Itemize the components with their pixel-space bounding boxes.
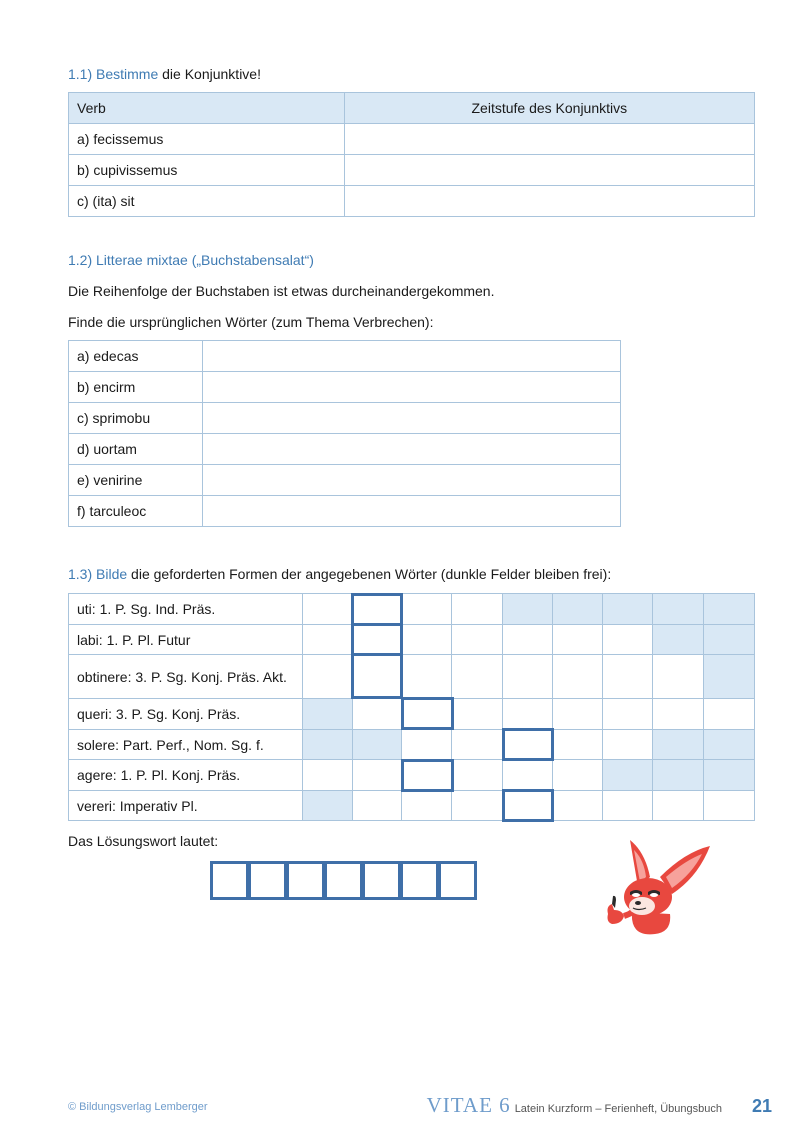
solution-label: Das Lösungswort lautet: [68, 833, 219, 849]
grid-cell[interactable] [553, 760, 603, 791]
grid-cell[interactable] [352, 760, 402, 791]
solution-cell-highlight[interactable] [351, 593, 403, 626]
grid-cell[interactable] [553, 791, 603, 821]
section-1-1-heading: 1.1) Bestimme die Konjunktive! [68, 66, 261, 82]
grid-cell[interactable] [402, 791, 452, 821]
konjunktiv-table [68, 92, 755, 217]
section-1-2-heading: 1.2) Litterae mixtae („Buchstabensalat“) [68, 252, 314, 268]
instruction-line-1: Die Reihenfolge der Buchstaben ist etwas durcheinandergekommen. [68, 283, 495, 299]
solution-cell-highlight[interactable] [502, 789, 554, 822]
grid-cell[interactable] [704, 699, 755, 730]
grid-cell[interactable] [302, 594, 352, 625]
grid-cell-blocked [352, 730, 402, 760]
book-subtitle: Latein Kurzform – Ferienheft, Übungsbuch [514, 1103, 722, 1115]
grid-cell-blocked [553, 594, 603, 625]
table-row-label: c) (ita) sit [69, 186, 345, 217]
grid-cell[interactable] [452, 791, 503, 821]
grid-cell[interactable] [653, 655, 704, 699]
grid-cell[interactable] [402, 655, 452, 699]
solution-cell-highlight[interactable] [502, 728, 554, 761]
solution-letter-box[interactable] [210, 861, 249, 900]
grid-cell[interactable] [603, 699, 653, 730]
grid-cell[interactable] [603, 791, 653, 821]
column-header-zeitstufe: Zeitstufe des Konjunktivs [344, 93, 754, 124]
grid-cell-blocked [302, 791, 352, 821]
grid-row-label: agere: 1. P. Pl. Konj. Präs. [69, 760, 303, 791]
solution-cell-highlight[interactable] [351, 623, 403, 656]
answer-field[interactable] [344, 155, 754, 186]
footer-brand [427, 1093, 772, 1118]
grid-cell[interactable] [503, 655, 553, 699]
grid-cell[interactable] [553, 625, 603, 655]
grid-cell[interactable] [302, 625, 352, 655]
solution-letter-box[interactable] [248, 861, 287, 900]
grid-cell[interactable] [503, 699, 553, 730]
grid-cell-blocked [603, 594, 653, 625]
grid-cell[interactable] [452, 625, 503, 655]
solution-cell-highlight[interactable] [351, 653, 403, 699]
section-1-3-heading: 1.3) Bilde die geforderten Formen der angegebenen Wörter (dunkle Felder bleiben frei): [68, 566, 612, 582]
table-row-label: a) edecas [69, 341, 203, 372]
grid-cell-blocked [704, 655, 755, 699]
grid-cell-blocked [704, 594, 755, 625]
answer-field[interactable] [344, 186, 754, 217]
grid-cell-blocked [302, 699, 352, 730]
grid-cell[interactable] [603, 655, 653, 699]
page-number: 21 [751, 1096, 772, 1116]
solution-letter-box[interactable] [324, 861, 363, 900]
answer-field[interactable] [202, 403, 620, 434]
grid-row-label: vereri: Imperativ Pl. [69, 791, 303, 821]
solution-cell-highlight[interactable] [401, 697, 454, 730]
grid-cell[interactable] [553, 655, 603, 699]
table-row-label: b) cupivissemus [69, 155, 345, 186]
grid-cell-blocked [704, 730, 755, 760]
grid-cell[interactable] [553, 730, 603, 760]
instruction-line-2: Finde die ursprünglichen Wörter (zum Thema Verbrechen): [68, 314, 434, 330]
grid-cell[interactable] [302, 760, 352, 791]
grid-cell[interactable] [653, 791, 704, 821]
solution-letter-box[interactable] [400, 861, 439, 900]
solution-letter-box[interactable] [286, 861, 325, 900]
grid-cell[interactable] [704, 791, 755, 821]
grid-cell[interactable] [503, 625, 553, 655]
grid-cell[interactable] [452, 730, 503, 760]
table-row-label: f) tarculeoc [69, 496, 203, 527]
table-row-label: d) uortam [69, 434, 203, 465]
grid-cell-blocked [302, 730, 352, 760]
grid-cell[interactable] [452, 594, 503, 625]
grid-cell[interactable] [402, 730, 452, 760]
grid-cell[interactable] [352, 699, 402, 730]
grid-cell[interactable] [503, 760, 553, 791]
solution-letter-box[interactable] [438, 861, 477, 900]
answer-field[interactable] [202, 372, 620, 403]
grid-cell[interactable] [352, 791, 402, 821]
grid-cell[interactable] [402, 625, 452, 655]
answer-field[interactable] [202, 341, 620, 372]
grid-cell[interactable] [402, 594, 452, 625]
copyright-notice: © Bildungsverlag Lemberger [68, 1101, 208, 1113]
solution-cell-highlight[interactable] [401, 759, 454, 792]
grid-cell[interactable] [452, 655, 503, 699]
grid-cell[interactable] [603, 625, 653, 655]
grid-cell[interactable] [653, 699, 704, 730]
grid-cell-blocked [603, 760, 653, 791]
section-number: 1.1) Bestimme [68, 66, 159, 82]
answer-field[interactable] [202, 496, 620, 527]
grid-row-label: solere: Part. Perf., Nom. Sg. f. [69, 730, 303, 760]
grid-row-label: queri: 3. P. Sg. Konj. Präs. [69, 699, 303, 730]
grid-cell-blocked [704, 625, 755, 655]
fox-mascot-illustration [600, 832, 715, 937]
answer-field[interactable] [202, 434, 620, 465]
grid-cell[interactable] [452, 699, 503, 730]
table-row-label: c) sprimobu [69, 403, 203, 434]
grid-cell[interactable] [603, 730, 653, 760]
answer-field[interactable] [202, 465, 620, 496]
grid-row-label: obtinere: 3. P. Sg. Konj. Präs. Akt. [69, 655, 303, 699]
grid-cell[interactable] [553, 699, 603, 730]
grid-cell-blocked [653, 760, 704, 791]
table-row-label: e) venirine [69, 465, 203, 496]
grid-row-label: labi: 1. P. Pl. Futur [69, 625, 303, 655]
solution-letter-box[interactable] [362, 861, 401, 900]
grid-cell-blocked [503, 594, 553, 625]
grid-cell[interactable] [302, 655, 352, 699]
grid-cell-blocked [653, 730, 704, 760]
grid-cell-blocked [653, 594, 704, 625]
table-row-label: a) fecissemus [69, 124, 345, 155]
grid-cell-blocked [653, 625, 704, 655]
grid-cell-blocked [704, 760, 755, 791]
buchstabensalat-table [68, 340, 621, 527]
grid-cell[interactable] [452, 760, 503, 791]
grid-row-label: uti: 1. P. Sg. Ind. Präs. [69, 594, 303, 625]
book-title: VITAE 6 [426, 1093, 511, 1117]
column-header-verb: Verb [69, 93, 345, 124]
table-row-label: b) encirm [69, 372, 203, 403]
answer-field[interactable] [344, 124, 754, 155]
